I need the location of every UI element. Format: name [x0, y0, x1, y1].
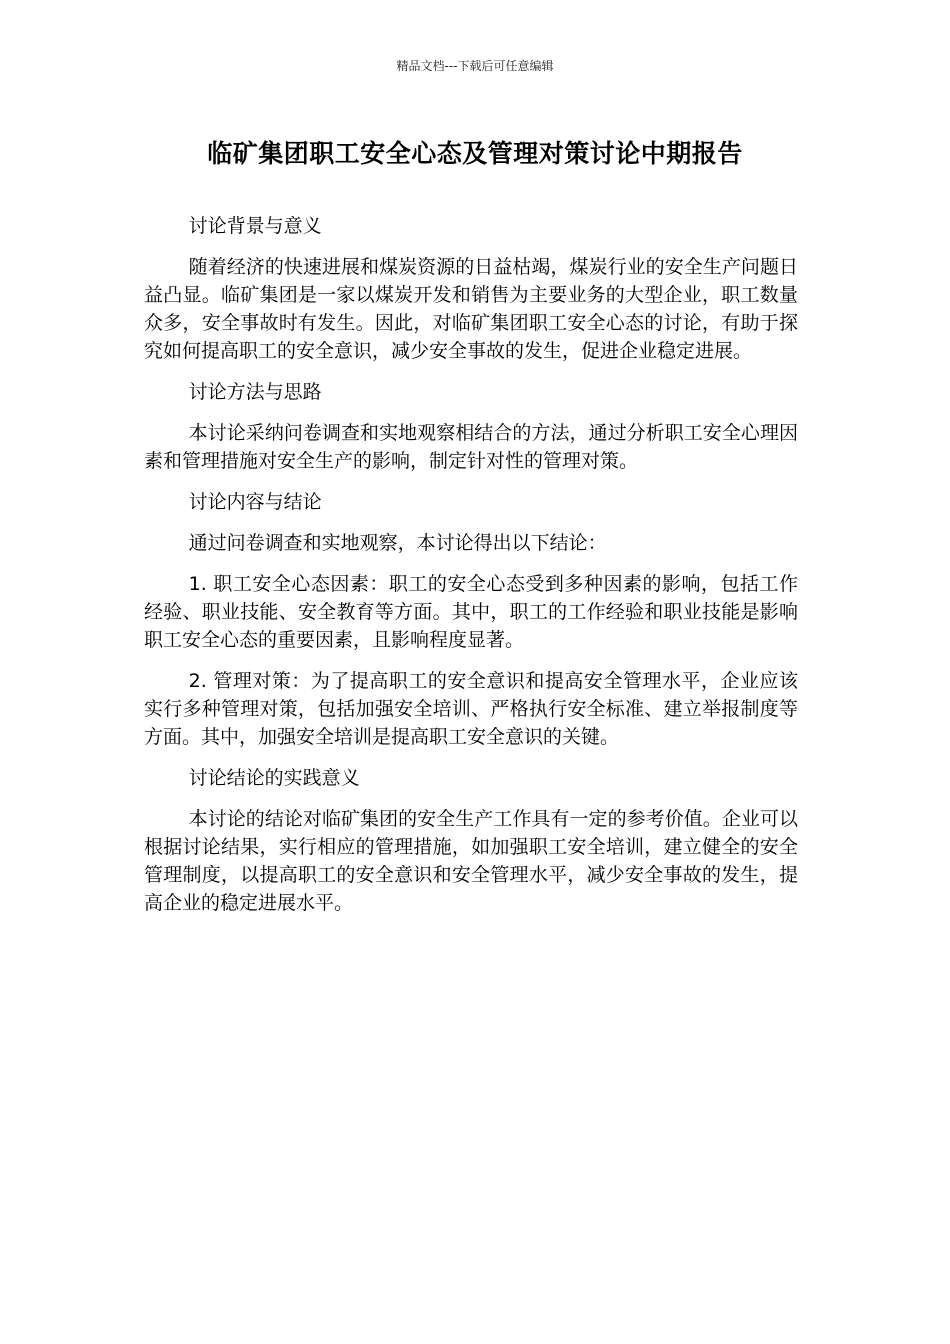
- paragraph-practice: 本讨论的结论对临矿集团的安全生产工作具有一定的参考价值。企业可以根据讨论结果，实行相应的管理措施，如加强职工安全培训，建立健全的安全管理制度，以提高职工的安全意识和安全管理水平，减少安全事故的发生，提高企业的稳定进展水平。: [144, 808, 798, 914]
- document-body: [144, 212, 798, 930]
- paragraph-background: 随着经济的快速进展和煤炭资源的日益枯竭，煤炭行业的安全生产问题日益凸显。临矿集团是一家以煤炭开发和销售为主要业务的大型企业，职工数量众多，安全事故时有发生。因此，对临矿集团职工安全心态的讨论，有助于探究如何提高职工的安全意识，减少安全事故的发生，促进企业稳定进展。: [144, 256, 798, 362]
- paragraph-method: 本讨论采纳问卷调查和实地观察相结合的方法，通过分析职工安全心理因素和管理措施对安全生产的影响，制定针对性的管理对策。: [144, 422, 798, 472]
- paragraph-conclusion-2: 2. 管理对策：为了提高职工的安全意识和提高安全管理水平，企业应该实行多种管理对策，包括加强安全培训、严格执行安全标准、建立举报制度等方面。其中，加强安全培训是提高职工安全意识的关键。: [144, 670, 798, 748]
- section-heading-content: 讨论内容与结论: [188, 491, 322, 513]
- document-title: 临矿集团职工安全心态及管理对策讨论中期报告: [207, 139, 743, 168]
- header-note: 精品文档---下载后可任意编辑: [396, 59, 554, 73]
- section-heading-background: 讨论背景与意义: [188, 215, 322, 237]
- paragraph-content-intro: 通过问卷调查和实地观察，本讨论得出以下结论：: [188, 532, 607, 554]
- paragraph-conclusion-1: 1. 职工安全心态因素：职工的安全心态受到多种因素的影响，包括工作经验、职业技能、安全教育等方面。其中，职工的工作经验和职业技能是影响职工安全心态的重要因素，且影响程度显著。: [144, 573, 798, 651]
- section-heading-practice: 讨论结论的实践意义: [188, 767, 360, 789]
- section-heading-method: 讨论方法与思路: [188, 381, 322, 403]
